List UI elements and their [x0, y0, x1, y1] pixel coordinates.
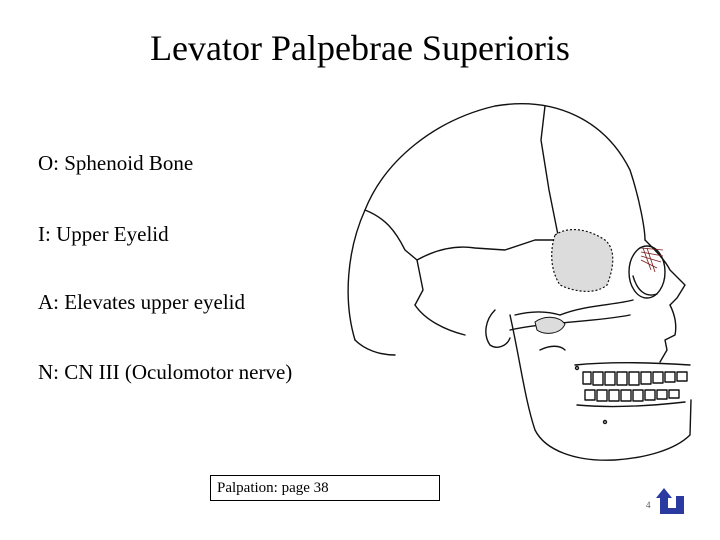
nerve-line: N: CN III (Oculomotor nerve)	[38, 360, 293, 384]
skull-lateral-icon	[345, 100, 697, 470]
return-arrow-icon[interactable]	[656, 486, 684, 516]
slide-title: Levator Palpebrae Superioris	[150, 28, 570, 68]
palpation-box: Palpation: page 38	[210, 475, 440, 501]
slide-number: 4	[646, 500, 651, 510]
origin-line: O: Sphenoid Bone	[38, 151, 194, 175]
insertion-line: I: Upper Eyelid	[38, 222, 169, 246]
action-line: A: Elevates upper eyelid	[38, 290, 246, 314]
